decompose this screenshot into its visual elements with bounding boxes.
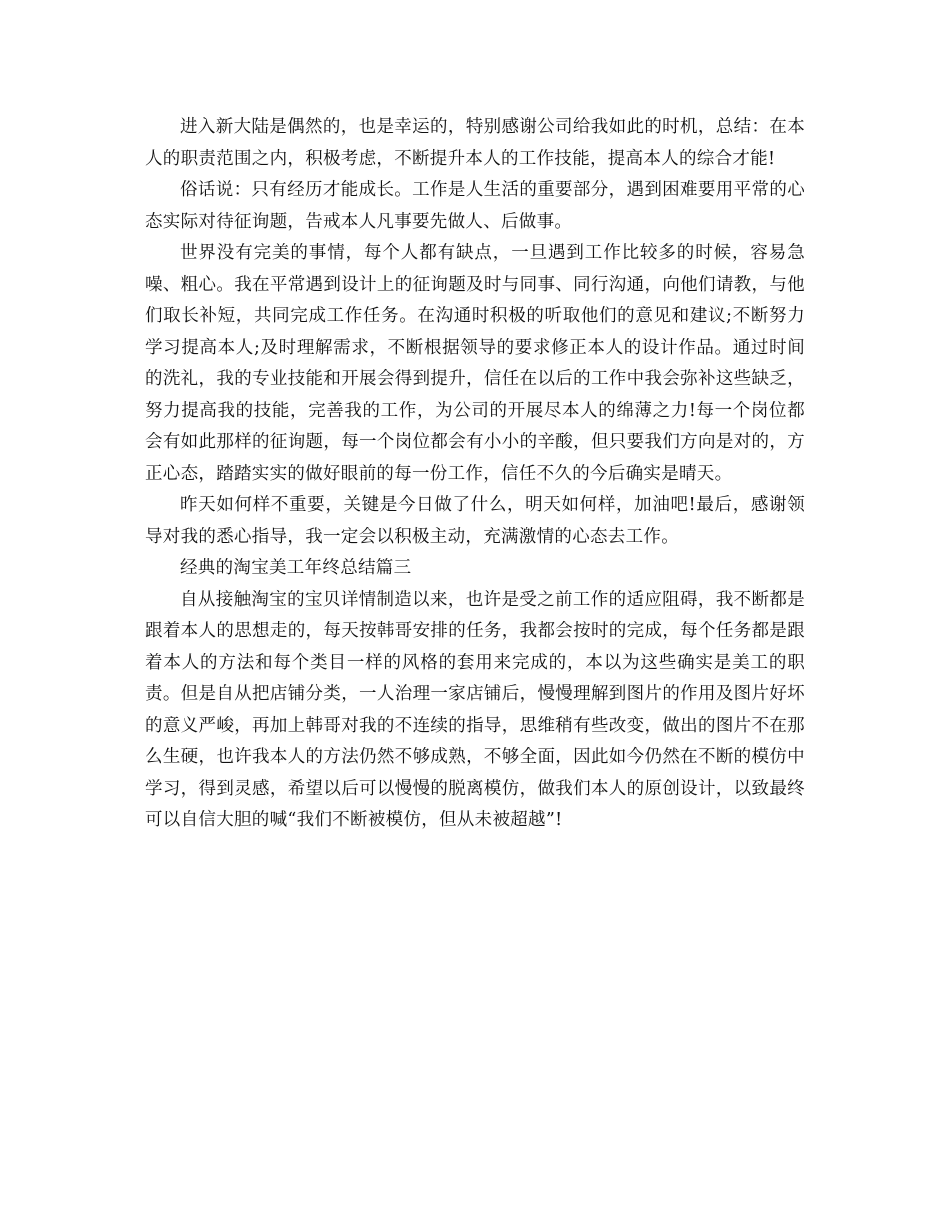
document-body xyxy=(145,112,805,837)
section-heading: 经典的淘宝美工年终总结篇三 xyxy=(180,558,412,578)
paragraph-yesterday: 昨天如何样不重要，关键是今日做了什么，明天如何样，加油吧!最后，感谢领导对我的悉心指导，我一定会以积极主动，充满激情的心态去工作。 xyxy=(145,495,805,547)
paragraph-taobao: 自从接触淘宝的宝贝详情制造以来，也许是受之前工作的适应阻碍，我不断都是跟着本人的思想走的，每天按韩哥安排的任务，我都会按时的完成，每个任务都是跟着本人的方法和每个类目一样的风格的套用来完成的，本以为这些确实是美工的职责。但是自从把店铺分类，一人治理一家店铺后，慢慢理解到图片的作用及图片好坏的意义严峻，再加上韩哥对我的不连续的指导，思维稍有些改变，做出的图片不在那么生硬，也许我本人的方法仍然不够成熟，不够全面，因此如今仍然在不断的模仿中学习，得到灵感，希望以后可以慢慢的脱离模仿，做我们本人的原创设计，以致最终可以自信大胆的喊“我们不断被模仿，但从未被超越”! xyxy=(145,589,805,830)
paragraph-saying: 俗话说：只有经历才能成长。工作是人生活的重要部分，遇到困难要用平常的心态实际对待征询题，告戒本人凡事要先做人、后做事。 xyxy=(145,180,805,232)
paragraph-imperfection: 世界没有完美的事情，每个人都有缺点，一旦遇到工作比较多的时候，容易急噪、粗心。我在平常遇到设计上的征询题及时与同事、同行沟通，向他们请教，与他们取长补短，共同完成工作任务。在沟通时积极的听取他们的意见和建议;不断努力学习提高本人;及时理解需求，不断根据领导的要求修正本人的设计作品。通过时间的洗礼，我的专业技能和开展会得到提升，信任在以后的工作中我会弥补这些缺乏，努力提高我的技能，完善我的工作，为公司的开展尽本人的绵薄之力!每一个岗位都会有如此那样的征询题，每一个岗位都会有小小的辛酸，但只要我们方向是对的，方正心态，踏踏实实的做好眼前的每一份工作，信任不久的今后确实是晴天。 xyxy=(145,243,805,484)
paragraph-intro: 进入新大陆是偶然的，也是幸运的，特别感谢公司给我如此的时机，总结：在本人的职责范围之内，积极考虑，不断提升本人的工作技能，提高本人的综合才能! xyxy=(145,117,805,169)
